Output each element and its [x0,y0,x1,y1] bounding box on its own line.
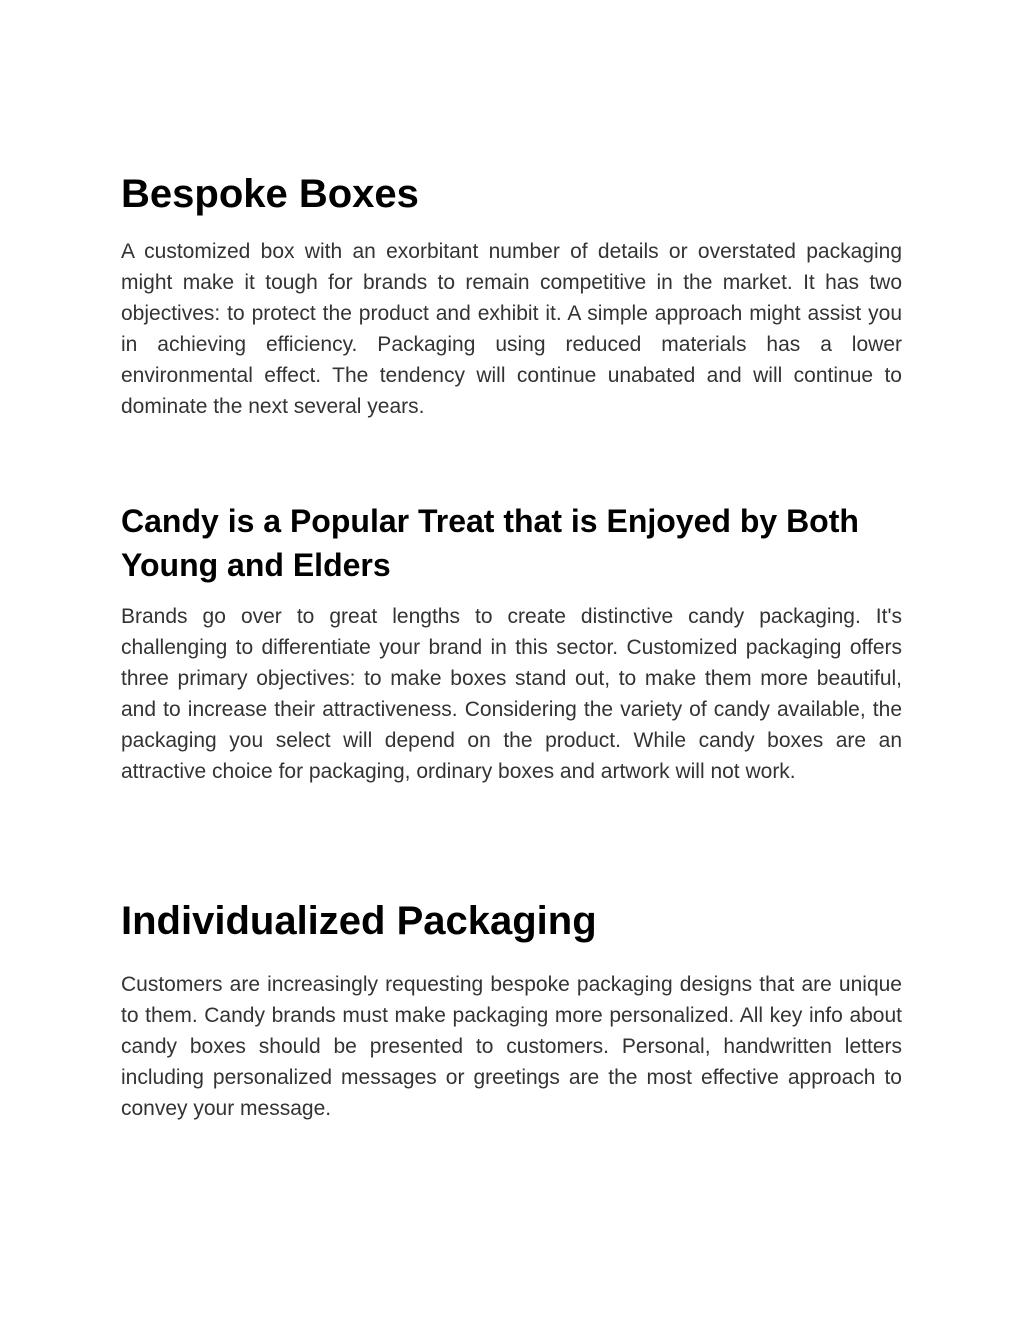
section-individualized-packaging [121,897,902,1124]
document-page [121,0,902,1325]
section-bespoke-boxes [121,170,902,422]
section-heading: Bespoke Boxes [121,172,419,216]
section-heading: Candy is a Popular Treat that is Enjoyed by Both Young and Elders [121,503,859,583]
section-body: Customers are increasingly requesting bespoke packaging designs that are unique to them. Candy brands must make packaging more personalized. All key info about candy boxes should be presented to customers. Personal, handwritten letters including personalized messages or greetings are the most effective approach to convey your message. [121,973,902,1120]
section-candy-popular-treat [121,499,902,787]
section-heading: Individualized Packaging [121,899,597,943]
section-body: Brands go over to great lengths to create distinctive candy packaging. It's challenging to differentiate your brand in this sector. Customized packaging offers three primary objectives: to make boxes stand out, to make them more beautiful, and to increase their attractiveness. Considering the variety of candy available, the packaging you select will depend on the product. While candy boxes are an attractive choice for packaging, ordinary boxes and artwork will not work. [121,605,902,783]
section-body: A customized box with an exorbitant number of details or overstated packaging might make it tough for brands to remain competitive in the market. It has two objectives: to protect the product and exhibit it. A simple approach might assist you in achieving efficiency. Packaging using reduced materials has a lower environmental effect. The tendency will continue unabated and will continue to dominate the next several years. [121,240,902,418]
